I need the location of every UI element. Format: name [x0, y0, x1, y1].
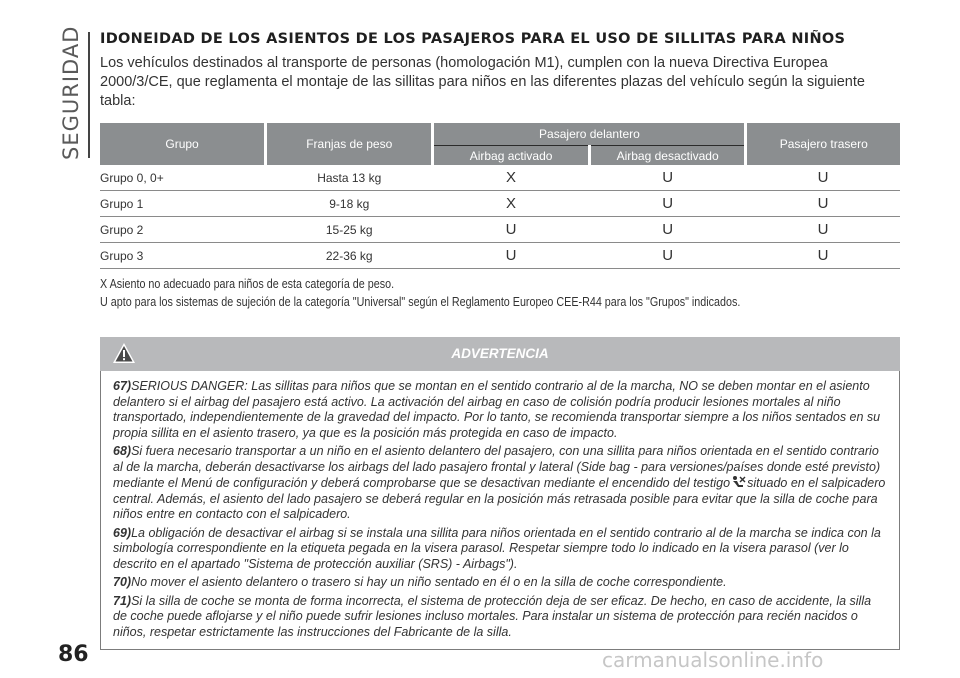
warning-header: [100, 337, 900, 371]
cell-peso: 22-36 kg: [266, 243, 433, 269]
warning-item-number: 69): [113, 525, 132, 540]
warning-body: [100, 371, 900, 650]
cell-peso: 15-25 kg: [266, 217, 433, 243]
intro-paragraph: Los vehículos destinados al transporte de personas (homologación M1), cumplen con la nueva Directiva Europea 2000/3/CE, que reglamenta el montaje de las sillitas para niños en las diferentes plazas del vehículo según la siguiente tabla:: [100, 55, 865, 109]
cell-rear: U: [746, 191, 900, 217]
warning-item: [113, 444, 887, 523]
warning-triangle-icon: [112, 342, 136, 364]
seat-suitability-table: [100, 123, 900, 269]
header-peso: Franjas de peso: [266, 123, 433, 165]
warning-item: [113, 594, 887, 641]
warning-item: [113, 526, 887, 573]
warning-item-text: SERIOUS DANGER: Las sillitas para niños que se montan en el sentido contrario al de la marcha, NO se deben montar en el asiento delantero si el airbag del pasajero está activo. La activación del airbag en caso de colisión podría producir lesiones mortales al niño transportado, independientemente de la gravedad del impacto. Por lo tanto, se recomienda transportar siempre a los niños sentados en su propia sillita en el asiento trasero, ya que es la posición más protegida en caso de impacto.: [113, 379, 881, 440]
cell-grupo: Grupo 0, 0+: [100, 165, 266, 191]
warning-item-text: Si fuera necesario transportar a un niño en el asiento delantero del pasajero, con una sillita para niños orientada en el sentido contrario al de la marcha, deberán desactivarse los airbags del lado pasajero frontal y lateral (Side bag - para versiones/países donde esté previsto) mediante el Menú de configuración y deberá comprobarse que se desactivan mediante el encendido del testigo: [113, 444, 881, 490]
page-number: 86: [58, 642, 89, 667]
cell-airbag-off: U: [589, 243, 746, 269]
warning-item-number: 71): [113, 593, 132, 608]
warning-item-text: La obligación de desactivar el airbag si se instala una sillita para niños orientada en el sentido contrario al de la marcha se indica con la simbología correspondiente en la etiqueta pegada en la visera parasol. Respetar siempre todo lo indicado en la visera parasol (ver lo descrito en el apartado "Sistema de protección auxiliar (SRS) - Airbags").: [113, 525, 881, 571]
cell-airbag-on: X: [433, 191, 589, 217]
table-row: [100, 165, 900, 191]
cell-peso: Hasta 13 kg: [266, 165, 433, 191]
cell-rear: U: [746, 217, 900, 243]
cell-airbag-on: X: [433, 165, 589, 191]
warning-item-text: Si la silla de coche se monta de forma incorrecta, el sistema de protección deja de ser eficaz. De hecho, en caso de accidente, la silla de coche puede aflojarse y el niño puede sufrir lesiones incluso mortales. Para instalar un sistema de protección para recién nacidos o niños, respetar estrictamente las instrucciones del Fabricante de la silla.: [113, 593, 872, 639]
header-grupo: Grupo: [100, 123, 266, 165]
header-delantero: Pasajero delantero: [433, 123, 746, 146]
cell-airbag-off: U: [589, 191, 746, 217]
page-title: IDONEIDAD DE LOS ASIENTOS DE LOS PASAJEROS PARA EL USO DE SILLITAS PARA NIÑOS: [100, 31, 846, 47]
cell-grupo: Grupo 1: [100, 191, 266, 217]
cell-rear: U: [746, 165, 900, 191]
table-row: [100, 243, 900, 269]
airbag-off-warning-lamp-icon: [730, 475, 747, 489]
warning-item: [113, 379, 887, 441]
cell-peso: 9-18 kg: [266, 191, 433, 217]
warning-item-text-after: situado en el salpicadero central. Además, el asiento del lado pasajero se deberá regular en la posición más retrasada posible para evitar que la silla de coche para niños entre en contacto con el salpicadero.: [113, 476, 886, 521]
table-row: [100, 191, 900, 217]
warning-item-text: No mover el asiento delantero o trasero si hay un niño sentado en él o en la silla de coche correspondiente.: [131, 575, 727, 589]
header-trasero: Pasajero trasero: [746, 123, 900, 165]
cell-rear: U: [746, 243, 900, 269]
page-content: [100, 32, 900, 650]
watermark: carmanualsonline.info: [602, 648, 824, 672]
warning-item: [113, 575, 887, 591]
warning-item-number: 70): [113, 575, 132, 589]
header-airbag-off: Airbag desactivado: [589, 146, 746, 166]
table-row: [100, 217, 900, 243]
warning-item-number: 68): [113, 444, 132, 458]
header-airbag-on: Airbag activado: [433, 146, 589, 166]
cell-airbag-on: U: [433, 243, 589, 269]
legend-note-x: X Asiento no adecuado para niños de esta categoría de peso.: [100, 277, 395, 291]
warning-title: ADVERTENCIA: [451, 346, 549, 361]
cell-airbag-off: U: [589, 165, 746, 191]
cell-airbag-on: U: [433, 217, 589, 243]
legend-note-u: U apto para los sistemas de sujeción de la categoría "Universal" según el Reglamento Europeo CEE-R44 para los "Grupos" indicados.: [100, 295, 741, 309]
cell-airbag-off: U: [589, 217, 746, 243]
warning-item-number: 67): [113, 379, 132, 393]
section-label: SEGURIDAD: [59, 25, 83, 160]
section-divider: [88, 32, 90, 158]
cell-grupo: Grupo 3: [100, 243, 266, 269]
cell-grupo: Grupo 2: [100, 217, 266, 243]
